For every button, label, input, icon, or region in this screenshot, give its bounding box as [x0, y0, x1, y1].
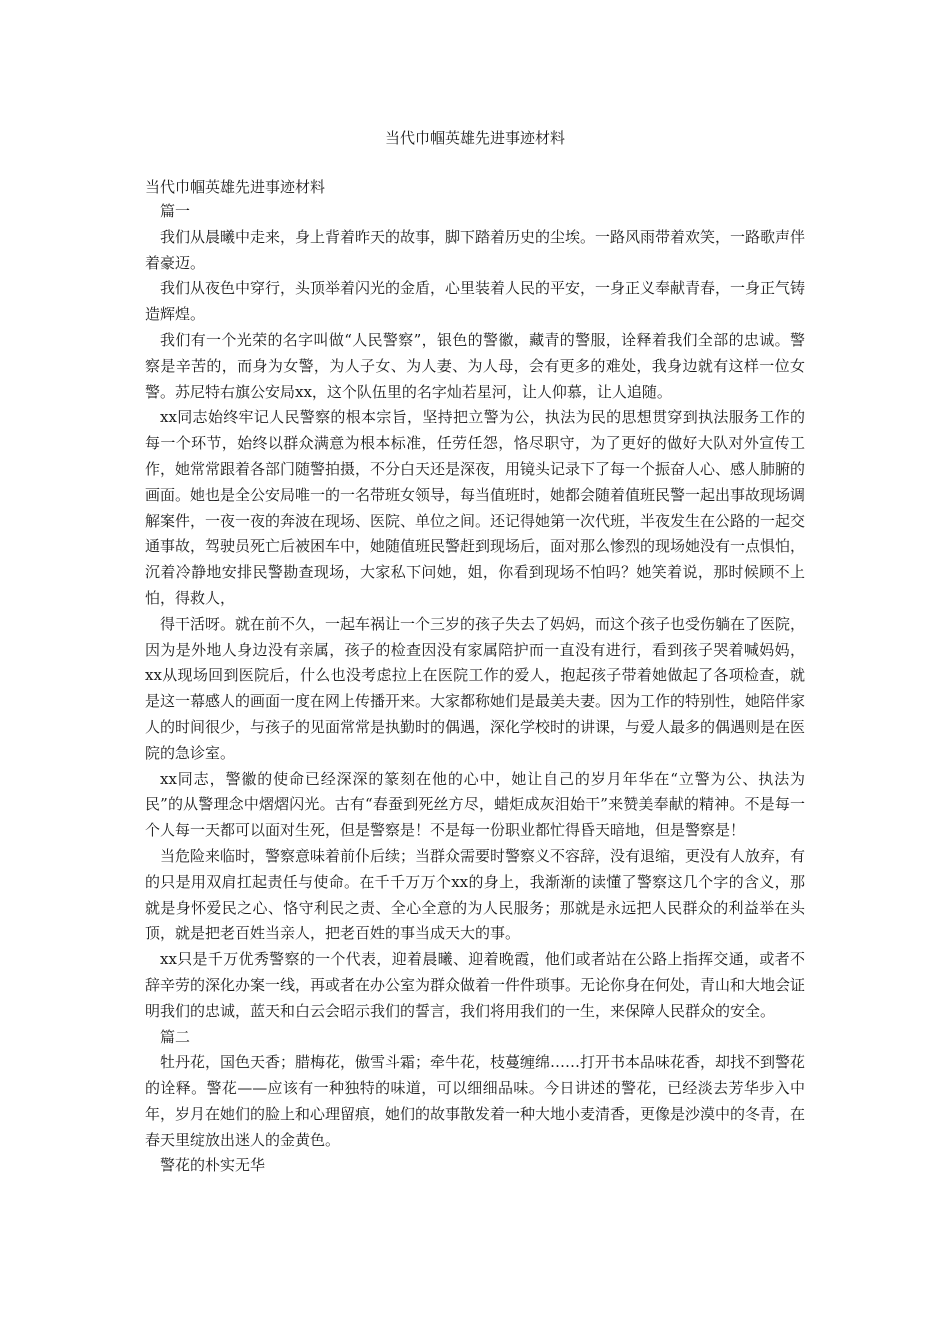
paragraph: xx同志始终牢记人民警察的根本宗旨，坚持把立警为公，执法为民的思想贯穿到执法服务工作的每一个环节，始终以群众满意为根本标准，任劳任怨，恪尽职守，为了更好的做好大队对外宣传工作，她常常跟着各部门随警拍摄，不分白天还是深夜，用镜头记录下了每一个振奋人心、感人肺腑的画面。她也是全公安局唯一的一名带班女领导，每当值班时，她都会随着值班民警一起出事故现场调解案件，一夜一夜的奔波在现场、医院、单位之间。还记得她第一次代班，半夜发生在公路的一起交通事故，驾驶员死亡后被困车中，她随值班民警赶到现场后，面对那么惨烈的现场她没有一点惧怕，沉着冷静地安排民警勘查现场，大家私下问她，姐，你看到现场不怕吗？她笑着说，那时候顾不上怕，得救人，	[145, 408, 806, 607]
paragraph: xx同志，警徽的使命已经深深的篆刻在他的心中，她让自己的岁月年华在“立警为公、执法为民”的从警理念中熠熠闪光。古有“春蚕到死丝方尽，蜡炬成灰泪始干”来赞美奉献的精神。不是每一个人每一天都可以面对生死，但是警察是！不是每一份职业都忙得昏天暗地，但是警察是！	[145, 769, 805, 840]
paragraph: 我们从夜色中穿行，头顶举着闪光的金盾，心里装着人民的平安，一身正义奉献青春，一身正气铸造辉煌。	[145, 279, 806, 324]
document-title: 当代巾帼英雄先进事迹材料	[384, 129, 565, 147]
paragraph: 当危险来临时，警察意味着前仆后续；当群众需要时警察义不容辞，没有退缩，更没有人放弃，有的只是用双肩扛起责任与使命。在千千万万个xx的身上，我渐渐的读懂了警察这几个字的含义，那就是身怀爱民之心、恪守利民之责、全心全意的为人民服务；那就是永远把人民群众的利益举在头顶，就是把老百姓当亲人，把老百姓的事当成天大的事。	[145, 846, 806, 943]
document-body	[145, 175, 805, 1179]
paragraph: 我们从晨曦中走来，身上背着昨天的故事，脚下踏着历史的尘埃。一路风雨带着欢笑，一路歌声伴着豪迈。	[145, 227, 806, 272]
final-heading: 警花的朴实无华	[160, 1156, 266, 1175]
paragraph: 牡丹花，国色天香；腊梅花，傲雪斗霜；牵牛花，枝蔓缠绵……打开书本品味花香，却找不到警花的诠释。警花——应该有一种独特的味道，可以细细品味。今日讲述的警花，已经淡去芳华步入中年，岁月在她们的脸上和心理留痕，她们的故事散发着一种大地小麦清香，更像是沙漠中的冬青，在春天里绽放出迷人的金黄色。	[145, 1053, 806, 1149]
paragraph: 得干活呀。就在前不久，一起车祸让一个三岁的孩子失去了妈妈，而这个孩子也受伤躺在了医院，因为是外地人身边没有亲属，孩子的检查因没有家属陪护而一直没有进行，看到孩子哭着喊妈妈，xx从现场回到医院后，什么也没考虑拉上在医院工作的爱人，抱起孩子带着她做起了各项检查，就是这一幕感人的画面一度在网上传播开来。大家都称她们是最美夫妻。因为工作的特别性，她陪伴家人的时间很少，与孩子的见面常常是执勤时的偶遇，深化学校时的讲课，与爱人最多的偶遇则是在医院的急诊室。	[145, 614, 806, 762]
document-subtitle: 当代巾帼英雄先进事迹材料	[145, 178, 326, 196]
paragraph: xx只是千万优秀警察的一个代表，迎着晨曦、迎着晚霞，他们或者站在公路上指挥交通，或者不辞辛劳的深化办案一线，再或者在办公室为群众做着一件件琐事。无论你身在何处，青山和大地会证明我们的忠诚，蓝天和白云会昭示我们的誓言，我们将用我们的一生，来保障人民群众的安全。	[145, 950, 806, 1020]
section-heading-2: 篇二	[160, 1027, 191, 1046]
paragraph: 我们有一个光荣的名字叫做“人民警察”，银色的警徽，藏青的警服，诠释着我们全部的忠诚。警察是辛苦的，而身为女警，为人子女、为人妻、为人母，会有更多的难处，我身边就有这样一位女警。苏尼特右旗公安局xx，这个队伍里的名字灿若星河，让人仰慕，让人追随。	[145, 330, 805, 401]
section-heading-1: 篇一	[160, 202, 191, 220]
